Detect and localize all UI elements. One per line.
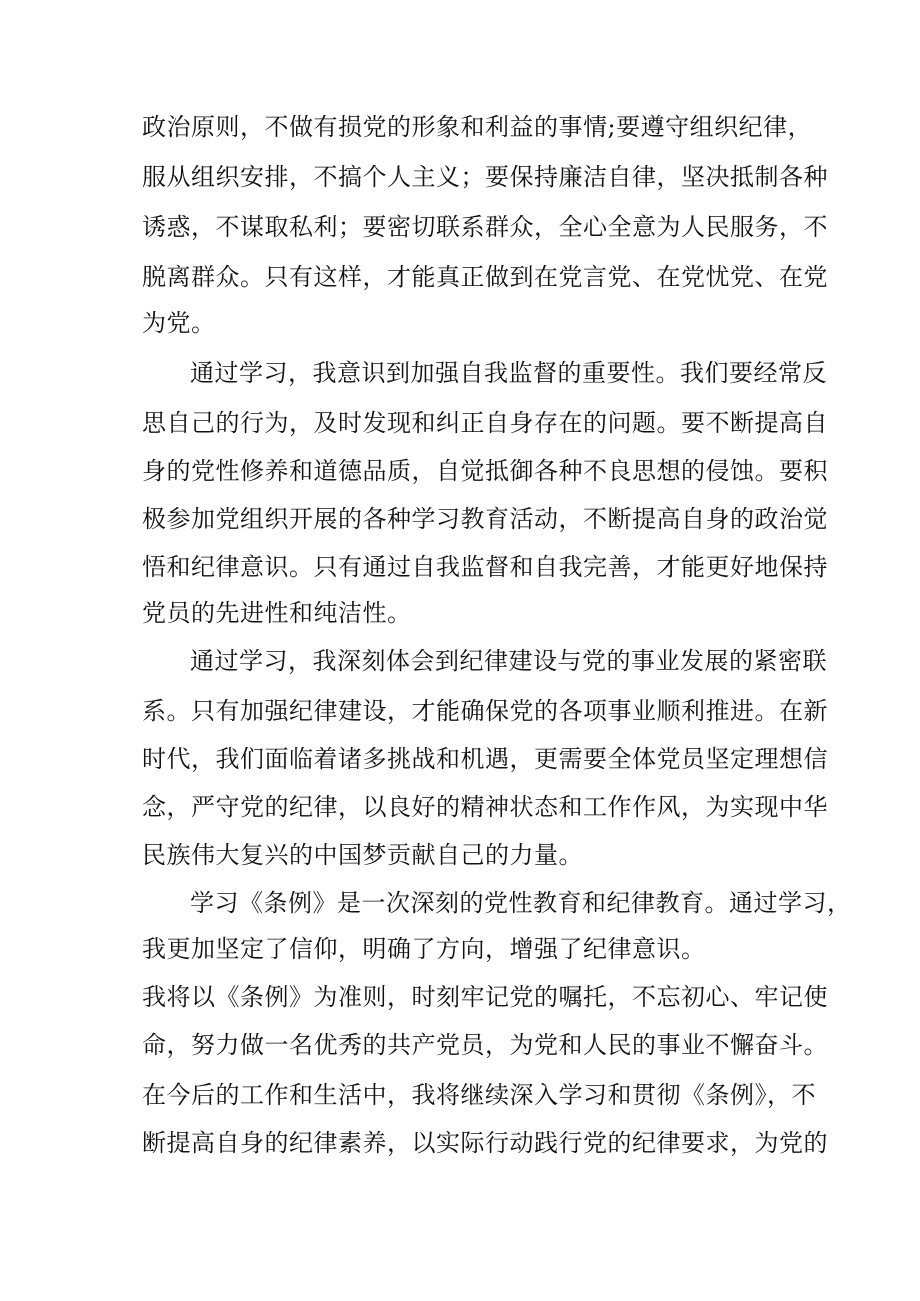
text-line: 我将以《条例》为准则，时刻牢记党的嘱托，不忘初心、牢记使 [142, 983, 828, 1011]
text-line: 时代，我们面临着诸多挑战和机遇，更需要全体党员坚定理想信 [142, 745, 828, 773]
text-line: 命，努力做一名优秀的共产党员，为党和人民的事业不懈奋斗。 [142, 1031, 828, 1059]
text-line: 念，严守党的纪律，以良好的精神状态和工作作风，为实现中华 [142, 793, 828, 821]
text-line: 脱离群众。只有这样，才能真正做到在党言党、在党忧党、在党 [142, 263, 828, 291]
paragraph-first-line: 学习《条例》是一次深刻的党性教育和纪律教育。通过学习， [190, 889, 852, 917]
text-line: 系。只有加强纪律建设，才能确保党的各项事业顺利推进。在新 [142, 697, 828, 725]
text-line: 诱惑，不谋取私利；要密切联系群众，全心全意为人民服务，不 [142, 213, 828, 241]
text-line: 政治原则，不做有损党的形象和利益的事情;要遵守组织纪律， [142, 113, 813, 141]
text-line: 民族伟大复兴的中国梦贡献自己的力量。 [142, 841, 583, 869]
text-line: 党员的先进性和纯洁性。 [142, 599, 412, 627]
text-line: 为党。 [142, 309, 216, 337]
text-line: 我更加坚定了信仰，明确了方向，增强了纪律意识。 [142, 935, 706, 963]
text-line: 在今后的工作和生活中，我将继续深入学习和贯彻《条例》，不 [142, 1081, 816, 1109]
text-line: 身的党性修养和道德品质，自觉抵御各种不良思想的侵蚀。要积 [142, 457, 828, 485]
text-line: 断提高自身的纪律素养，以实际行动践行党的纪律要求，为党的 [142, 1129, 828, 1157]
text-line: 服从组织安排，不搞个人主义；要保持廉洁自律，坚决抵制各种 [142, 163, 828, 191]
text-line: 思自己的行为，及时发现和纠正自身存在的问题。要不断提高自 [142, 409, 828, 437]
paragraph-first-line: 通过学习，我深刻体会到纪律建设与党的事业发展的紧密联 [190, 647, 827, 675]
text-line: 极参加党组织开展的各种学习教育活动，不断提高自身的政治觉 [142, 505, 828, 533]
text-line: 悟和纪律意识。只有通过自我监督和自我完善，才能更好地保持 [142, 553, 828, 581]
paragraph-first-line: 通过学习，我意识到加强自我监督的重要性。我们要经常反 [190, 359, 827, 387]
